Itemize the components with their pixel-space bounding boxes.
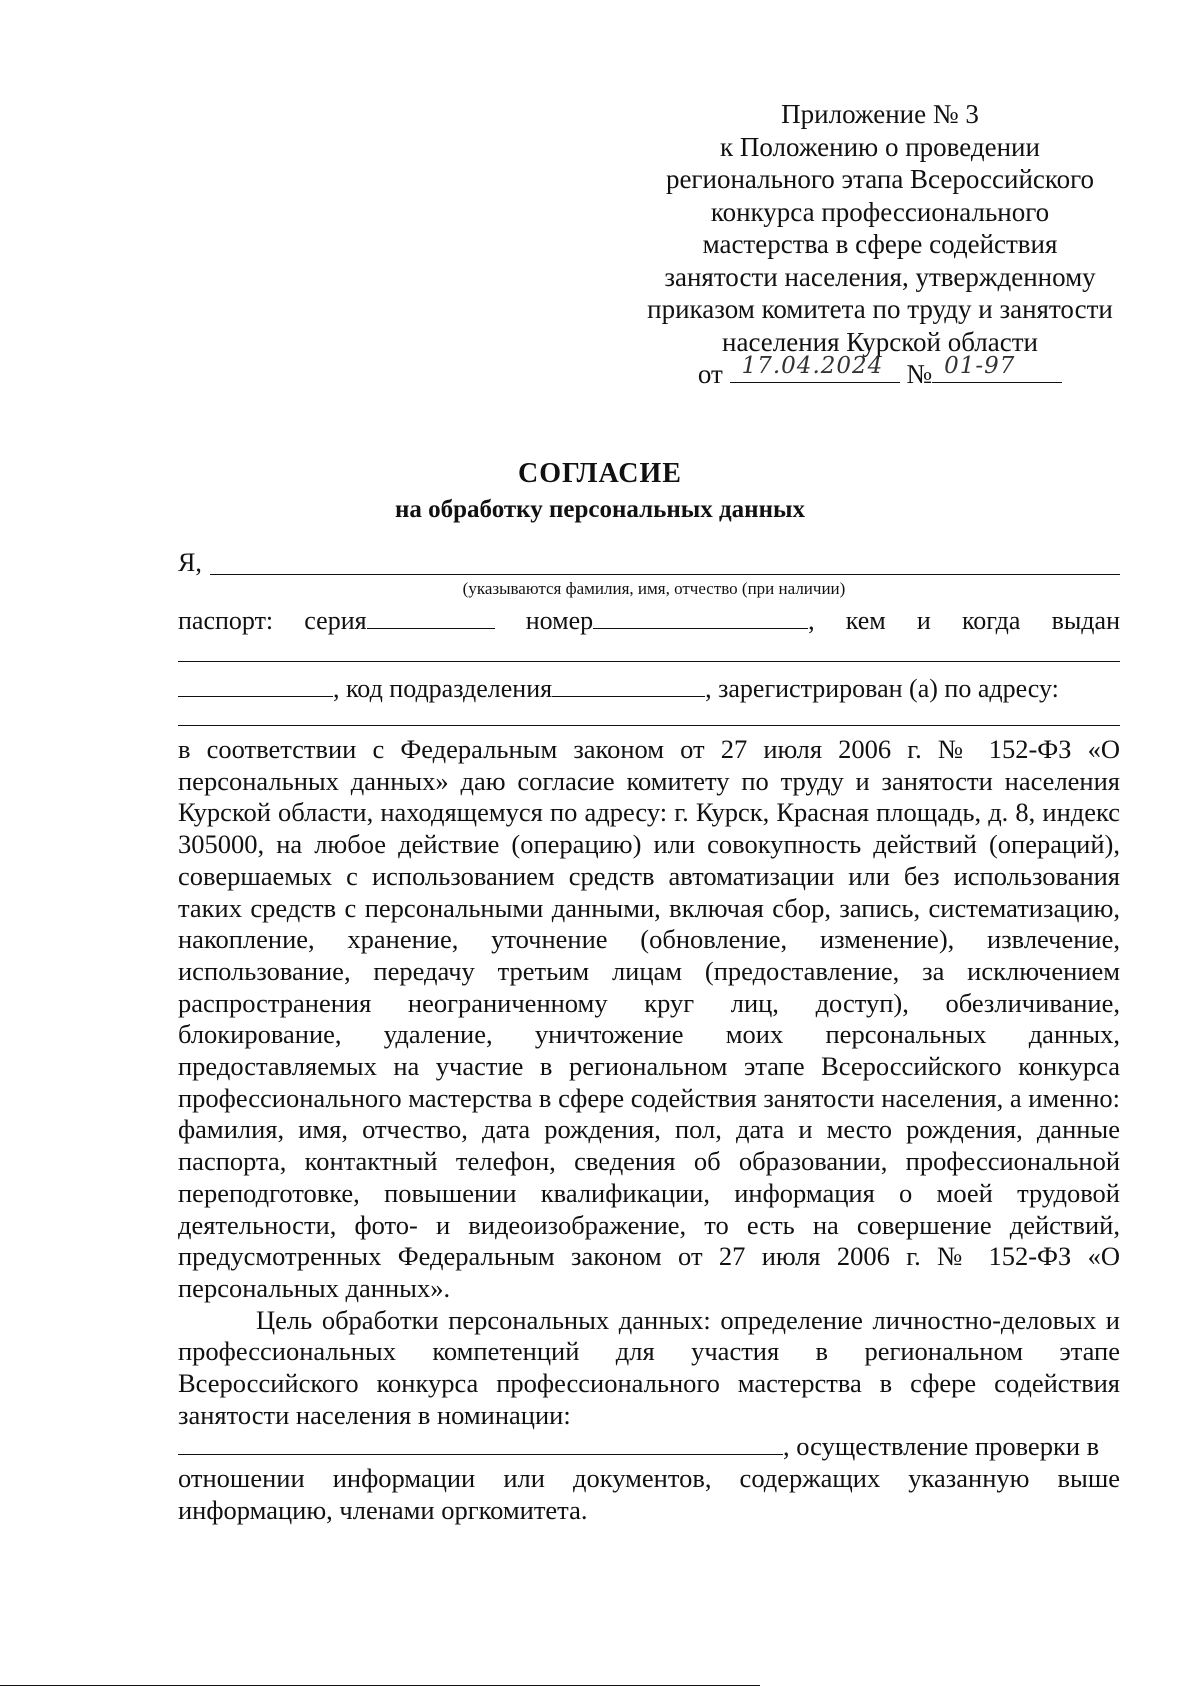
handwritten-number: 01-97 [944,352,1016,379]
passport-number-group [526,606,815,636]
date-prefix: от [697,359,723,389]
document-title: СОГЛАСИЕ [518,458,682,489]
division-code-field[interactable] [552,674,705,697]
appendix-line: к Положению о проведении [720,131,1040,162]
passport-label: паспорт: [178,606,274,635]
appendix-line: населения Курской области [722,326,1038,357]
appendix-line: Приложение № 3 [781,99,979,129]
i-label: Я, [178,548,202,577]
purpose-end: отношении информации или документов, содержащих указанную выше информацию, членами оргкомитета. [178,1463,1120,1525]
consent-paragraph: в соответствии с Федеральным законом от 27 июля 2006 г. № 152-ФЗ «О персональных данных» даю согласие комитету по труду и занятости населения Курской области, находящемуся по адресу: г. Курск, Красная площадь, д. 8, индекс 305000, на любое действие (операцию) или совокупность действий (операций), совершаемых с использованием средств автоматизации или без использования таких средств с персональными данными, включая сбор, запись, систематизацию, накопление, хранение, уточнение (обновление, изменение), извлечение, использование, передачу третьим лицам (предоставление, за исключением распространения неограниченному круг лиц, доступ), обезличивание, блокирование, удаление, уничтожение моих персональных данных, предоставляемых на участие в региональном этапе Всероссийского конкурса профессионального мастерства в сфере содействия занятости населения, а именно: фамилия, имя, отчество, дата рождения, пол, дата и место рождения, данные паспорта, контактный телефон, сведения об образовании, профессиональной переподготовке, повышении квалификации, информация о моей трудовой деятельности, фото- и видеоизображение, то есть на совершение действий, предусмотренных Федеральным законом от 27 июля 2006 г. № 152-ФЗ «О персональных данных». [178,734,1120,1303]
passport-number-field[interactable] [593,606,808,629]
division-code-label: , код подразделения [333,674,553,703]
order-number-field [932,352,1062,383]
fio-field[interactable] [210,574,1120,575]
purpose-paragraph: Цель обработки персональных данных: определение личностно-деловых и профессиональных компетенций для участия в региональном этапе Всероссийского конкурса профессионального мастерства в сфере содействия занятости населения в номинации: [178,1304,1120,1430]
appendix-line: приказом комитета по труду и занятости [647,294,1113,324]
appendix-line: занятости населения, утвержденному [664,261,1096,292]
appendix-line: регионального этапа Всероссийского [665,164,1095,194]
issued-by-field[interactable] [178,661,1120,662]
nomination-row [178,1431,1120,1463]
issued-word-i: и [916,606,931,635]
fio-caption: (указываются фамилия, имя, отчество (при наличии) [462,579,846,598]
handwritten-date: 17.04.2024 [741,352,884,379]
registered-label: , зарегистрирован (а) по адресу: [705,674,1059,703]
number-label: номер [525,606,594,635]
issued-word-kogda: когда [961,606,1021,635]
order-date-number-line [640,352,1120,391]
order-date-field [730,352,900,383]
consent-body [178,734,1120,1527]
purpose-tail: , осуществление проверки в [783,1431,1100,1462]
appendix-line: конкурса профессионального [710,196,1050,227]
page-bottom-divider [0,1685,760,1686]
appendix-line: мастерства в сфере содействия [702,229,1058,259]
issued-word-kem: кем [845,606,886,635]
address-field[interactable] [178,725,1120,726]
series-label: серия [304,606,367,635]
passport-row [178,606,1120,636]
division-code-row [178,674,1120,704]
document-subtitle: на обработку персональных данных [395,496,805,523]
comma: , [808,606,815,635]
issue-date-field[interactable] [178,674,333,697]
nomination-field[interactable] [178,1432,783,1455]
passport-series-group [304,606,494,636]
passport-series-field[interactable] [367,606,495,629]
appendix-header [640,98,1120,391]
issued-word-vydan: выдан [1051,606,1120,635]
number-prefix: № [906,359,933,389]
